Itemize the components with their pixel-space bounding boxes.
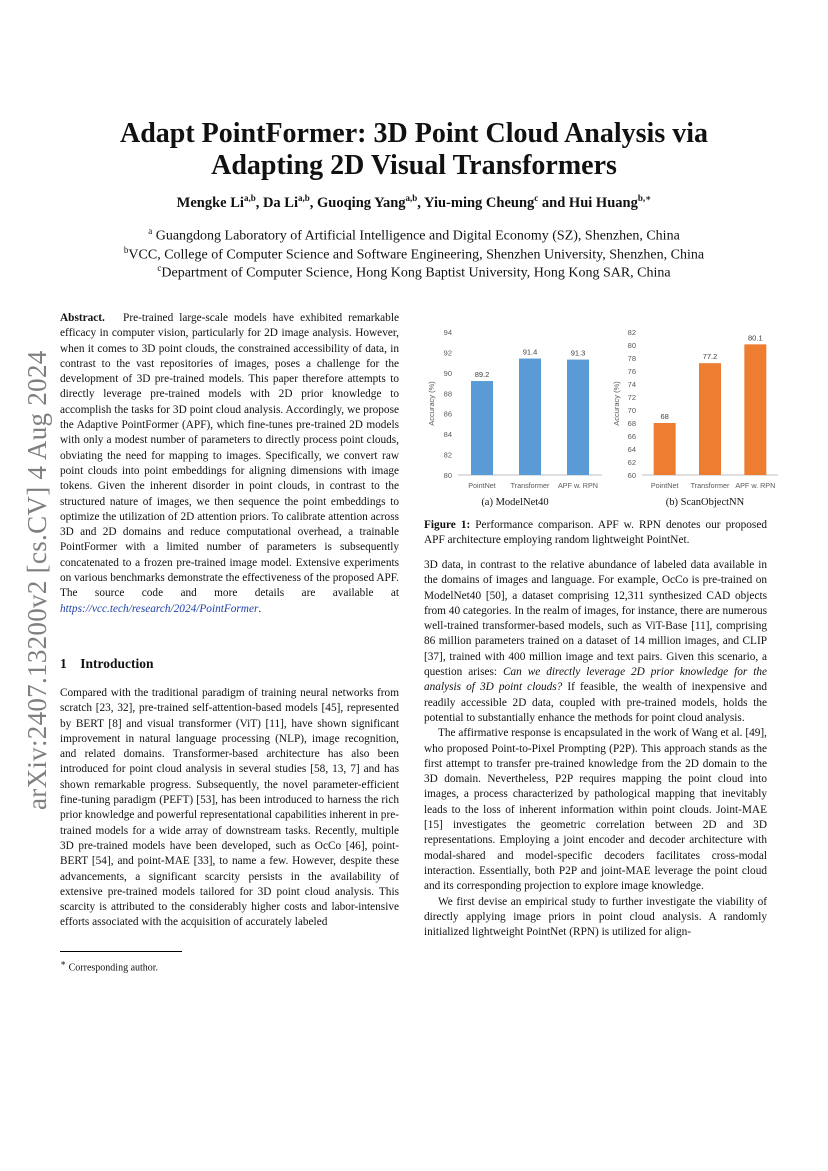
y-tick-label: 82 [627, 328, 636, 337]
paragraph-1: 3D data, in contrast to the relative abundance of labeled data available in the domains of images and language. For example, OcCo is pre-trained on ModelNet40 [50], a dataset comprising 12,311 synthesized CAD objects from 40 categories. In the realm of images, for instance, there are numerous well-trained transformer-based models, such as ViT-Base [11], comprising 86 million parameters trained on a dataset of 14 million images, and CLIP [37], trained with 400 million image and text pairs. Given this scenario, a question arises: Can we directly leverage 2D prior knowledge for the analysis of 3D point clouds? If feasible, the wealth of inexpensive and readily accessible 2D data, coupled with pre-trained models, holds the potential to substantially enhance the methods for point cloud analysis. [424, 559, 767, 724]
author-name: Da Li [262, 194, 298, 211]
data-label: 80.1 [748, 333, 763, 343]
x-tick-label: APF w. RPN [558, 481, 598, 490]
data-label: 91.4 [522, 347, 538, 357]
author-name: Yiu-ming Cheung [424, 194, 535, 211]
intro-paragraph: Compared with the traditional paradigm of training neural networks from scratch [23, 32], pre-trained self-attention-based models [45], represented by BERT [8] and visual transformer (ViT) [11], have shown significant improvement in natural language processing (NLP), image recognition, and related domains. Transformer-based architecture has also been introduced for point cloud analysis in several studies [58, 13, 7] and has shown remarkable progress. Subsequently, the novel parameter-efficient fine-tuning paradigm (PEFT) [53], has been introduced to harness the rich prior knowledge and powerful representational capabilities inherent in pre-trained models for a wide array of downstream tasks. Recently, multiple 3D pre-trained models have been developed, such as OcCo [46], point-BERT [54], and point-MAE [33], to name a few. However, despite these advancements, a significant scarcity persists in the availability of extensive pre-trained models tailored for 3D point cloud analysis. This scarcity is attributed to the considerably higher costs and labor-intensive efforts associated with the acquisition of accurately labeled [60, 687, 399, 929]
y-tick-label: 94 [443, 328, 452, 337]
y-tick-label: 84 [443, 430, 452, 440]
paragraph-3: We first devise an empirical study to further investigate the viability of directly applying image priors in point cloud analysis. A randomly initialized lightweight PointNet (RPN) is utilized for align- [424, 895, 767, 939]
abstract-text: Pre-trained large-scale models have exhibited remarkable efficacy in computer vision, particularly for 2D image analysis. However, when it comes to 3D point clouds, the constrained accessibility of data, in contrast to the vast repositories of images, poses a challenge for the development of 3D pre-trained models. This paper therefore attempts to directly leverage pre-trained models with 2D prior knowledge to accomplish the tasks for 3D point cloud analysis. Accordingly, we propose the Adaptive PointFormer (APF), which fine-tunes pre-trained 2D models with only a modest number of parameters to directly process point clouds, obviating the need for mapping to images. Specifically, we convert raw point clouds into point embeddings for aligning dimensions with image tokens. Given the inherent disorder in point clouds, in contrast to the structured nature of images, we then sequence the point embeddings to optimize the utilization of 2D attention priors. To calibrate attention across 3D and 2D domains and reduce computational overhead, a trainable PointFormer with a limited number of parameters is subsequently concatenated to a frozen pre-trained image model. Extensive experiments on various benchmarks demonstrate the effectiveness of the proposed APF. The source code and more details are available at [60, 312, 399, 600]
author-affiliation-mark: a,b [298, 193, 310, 203]
abstract-label: Abstract. [60, 312, 105, 324]
data-label: 68 [660, 412, 669, 421]
y-tick-label: 90 [443, 368, 452, 378]
affiliation-c: $^c$Department of Computer Science, Hong Kong Baptist University, Hong Kong SAR, China [157, 263, 671, 281]
author-list: Mengke Li$^{a,b}$, Da Li$^{a,b}$, Guoqing Yang$^{a,b}$, Yiu-ming Cheung$^c$ and Hui Huang$^{b,∗}$ [176, 193, 652, 211]
bar [654, 423, 676, 475]
author-affiliation-mark: a,b [405, 193, 418, 203]
author-affiliation-mark: c [534, 193, 539, 203]
y-axis-label: Accuracy (%) [612, 381, 621, 426]
y-tick-label: 80 [443, 471, 452, 480]
footnote: ∗ Corresponding author. [60, 958, 159, 974]
y-tick-label: 64 [627, 445, 636, 454]
section-title: Introduction [80, 656, 154, 671]
bar [471, 381, 493, 475]
left-column [60, 311, 399, 617]
author-affiliation-mark: b,∗ [637, 193, 652, 203]
y-tick-label: 60 [627, 471, 636, 480]
project-link[interactable]: https://vcc.tech/research/2024/PointFormer [60, 602, 259, 615]
bar [699, 363, 721, 475]
y-tick-label: 76 [627, 367, 636, 376]
section-number: 1 [60, 656, 67, 671]
abstract: Abstract. Pre-trained large-scale models have exhibited remarkable efficacy in computer vision, particularly for 2D image analysis. However, when it comes to 3D point clouds, the constrained accessibility of data, in contrast to the vast repositories of images, poses a challenge for the development of 3D pre-trained models. This paper therefore attempts to directly leverage pre-trained models with 2D prior knowledge to accomplish the tasks for 3D point cloud analysis. Accordingly, we propose the Adaptive PointFormer (APF), which fine-tunes pre-trained 2D models with only a modest number of parameters to directly process point clouds, obviating the need for mapping to images. Specifically, we convert raw point clouds into point embeddings for aligning dimensions with image tokens. Given the inherent disorder in point clouds, in contrast to the structured nature of images, we then sequence the point embeddings to optimize the utilization of 2D attention priors. To calibrate attention across 3D and 2D domains and reduce computational overhead, a trainable PointFormer with a limited number of parameters is subsequently concatenated to a frozen pre-trained image model. Extensive experiments on various benchmarks demonstrate the effectiveness of the proposed APF. The source code and more details are available at https://vcc.tech/research/2024/PointFormer. [60, 312, 399, 615]
author-name: Hui Huang [568, 194, 638, 211]
affiliation-b: $^b$VCC, College of Computer Science and Software Engineering, Shenzhen University, Shenzhen, China [123, 245, 705, 263]
footnote-rule [60, 951, 182, 952]
x-tick-label: Transformer [690, 481, 730, 490]
research-question: Can we directly leverage 2D prior knowledge for the analysis of 3D point clouds? [424, 666, 767, 694]
title-line-2: Adapting 2D Visual Transformers [211, 150, 617, 181]
y-tick-label: 78 [627, 354, 636, 363]
x-tick-label: PointNet [468, 481, 496, 490]
title-line-1: Adapt PointFormer: 3D Point Cloud Analysis via [119, 118, 709, 149]
subcaption-b: (b) ScanObjectNN [665, 497, 745, 508]
y-tick-label: 86 [443, 409, 452, 419]
bar [567, 360, 589, 475]
chart-scanobjectnn [614, 325, 780, 495]
section-heading [60, 656, 154, 672]
y-tick-label: 72 [627, 393, 636, 402]
figure-label: Figure 1: [424, 519, 471, 531]
y-tick-label: 74 [627, 380, 636, 389]
y-tick-label: 80 [627, 341, 636, 350]
y-axis-label: Accuracy (%) [427, 381, 436, 426]
paragraph-2: The affirmative response is encapsulated in the work of Wang et al. [49], who proposed Point-to-Pixel Prompting (P2P). This approach stands as the first attempt to transfer pre-trained knowledge from the 2D domain to the 3D domain. Nevertheless, P2P requires mapping the point cloud into images, a process characterized by pathological mapping that inevitably leads to the loss of inherent information within point clouds. Joint-MAE [15] investigates the geometric correlation between 2D and 3D representations. Employing a joint encoder and decoder architecture with modal-shared and model-specific decoders facilitates cross-modal interaction. Essentially, both P2P and joint-MAE leverage the point cloud and its corresponding projection to explore image knowledge. [424, 727, 767, 893]
y-tick-label: 62 [627, 458, 636, 467]
author-name: Mengke Li [176, 194, 244, 211]
figure-caption: Figure 1: Performance comparison. APF w. RPN denotes our proposed APF architecture employing random lightweight PointNet. [424, 519, 767, 547]
bar [744, 344, 766, 475]
x-tick-label: PointNet [650, 481, 679, 490]
paper-title [0, 118, 828, 182]
affiliation-a: $^a$ Guangdong Laboratory of Artificial Intelligence and Digital Economy (SZ), Shenzhen, China [148, 226, 680, 244]
chart-modelnet40 [424, 325, 606, 495]
right-column [424, 558, 767, 940]
y-tick-label: 66 [627, 432, 636, 441]
arxiv-identifier: arXiv:2407.13200v2 [cs.CV] 4 Aug 2024 [22, 350, 52, 810]
x-tick-label: Transformer [510, 481, 550, 490]
author-affiliation-mark: a,b [243, 193, 256, 203]
subcaption-a: (a) ModelNet40 [481, 497, 549, 508]
y-tick-label: 92 [443, 348, 452, 358]
data-label: 77.2 [702, 352, 718, 362]
bar [519, 359, 541, 475]
author-name: Guoqing Yang [317, 194, 406, 211]
data-label: 89.2 [474, 370, 490, 380]
y-tick-label: 88 [443, 389, 452, 399]
y-tick-label: 70 [627, 406, 636, 415]
x-tick-label: APF w. RPN [735, 481, 776, 490]
y-tick-label: 82 [443, 450, 452, 460]
y-tick-label: 68 [627, 419, 636, 428]
data-label: 91.3 [570, 348, 586, 358]
